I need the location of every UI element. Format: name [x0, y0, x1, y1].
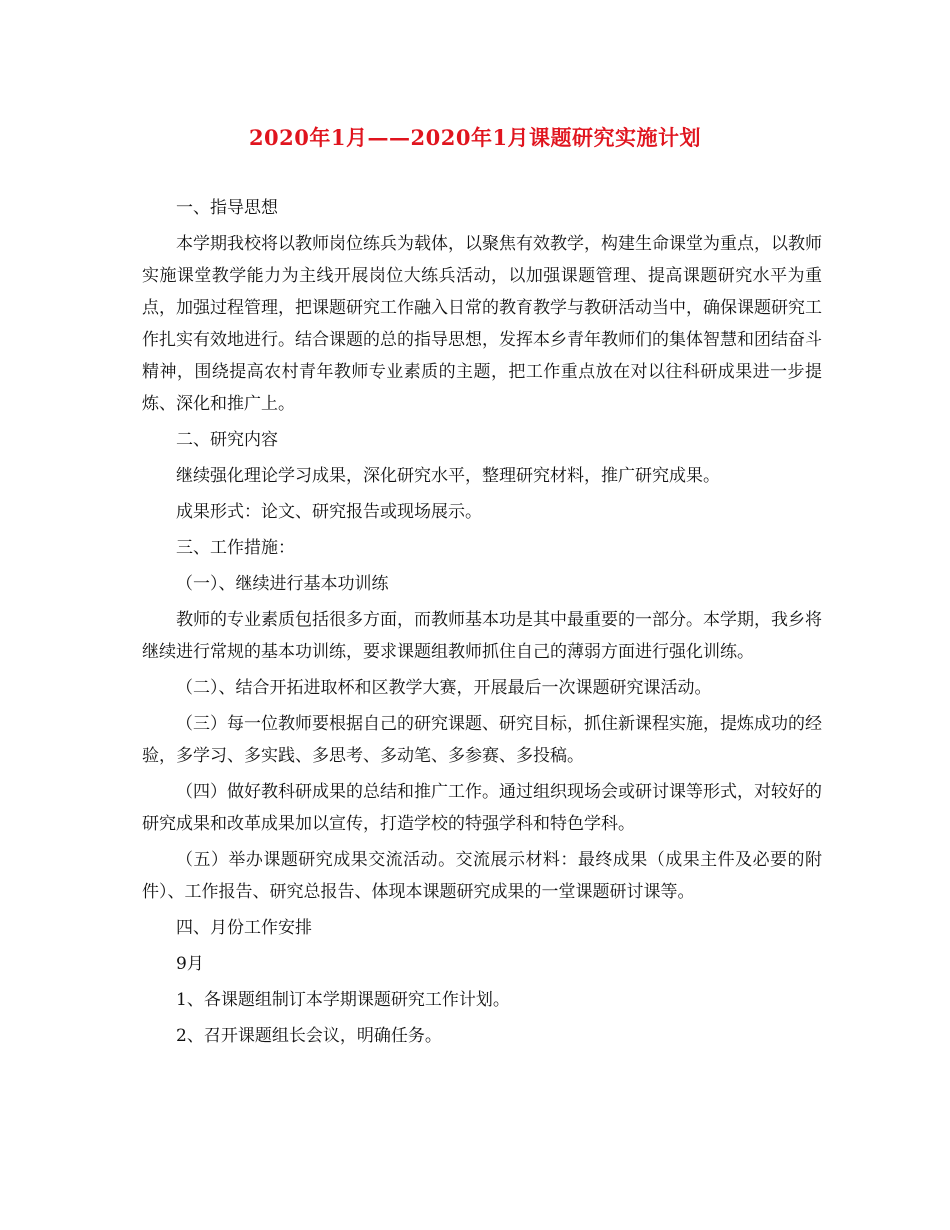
section-heading-work-measures: 三、工作措施： — [176, 538, 295, 558]
section-heading-research-content: 二、研究内容 — [176, 430, 278, 450]
paragraph-result-forms: 成果形式：论文、研究报告或现场展示。 — [176, 502, 482, 522]
document-body — [142, 192, 822, 1056]
measure-1-heading: （一）、继续进行基本功训练 — [176, 574, 389, 594]
measure-1-paragraph: 教师的专业素质包括很多方面，而教师基本功是其中最重要的一部分。本学期，我乡将继续进行常规的基本功训练，要求课题组教师抓住自己的薄弱方面进行强化训练。 — [142, 610, 822, 662]
measure-4-paragraph: （四）做好教科研成果的总结和推广工作。通过组织现场会或研讨课等形式，对较好的研究成果和改革成果加以宣传，打造学校的特强学科和特色学科。 — [142, 782, 822, 834]
schedule-item-1: 1、各课题组制订本学期课题研究工作计划。 — [176, 990, 510, 1010]
schedule-item-2: 2、召开课题组长会议，明确任务。 — [176, 1026, 442, 1046]
measure-2-paragraph: （二）、结合开拓进取杯和区教学大赛，开展最后一次课题研究课活动。 — [176, 678, 712, 698]
measure-5-paragraph: （五）举办课题研究成果交流活动。交流展示材料：最终成果（成果主件及必要的附件）、工作报告、研究总报告、体现本课题研究成果的一堂课题研讨课等。 — [142, 850, 822, 902]
measure-3-paragraph: （三）每一位教师要根据自己的研究课题、研究目标，抓住新课程实施，提炼成功的经验，多学习、多实践、多思考、多动笔、多参赛、多投稿。 — [142, 714, 822, 766]
section-heading-monthly-schedule: 四、月份工作安排 — [176, 918, 312, 938]
section-heading-guiding-ideology: 一、指导思想 — [176, 198, 278, 218]
document-title: 2020年1月——2020年1月课题研究实施计划 — [248, 125, 702, 150]
paragraph-research-content: 继续强化理论学习成果，深化研究水平，整理研究材料，推广研究成果。 — [176, 466, 720, 486]
month-label: 9月 — [176, 954, 204, 974]
paragraph-guiding-ideology: 本学期我校将以教师岗位练兵为载体，以聚焦有效教学，构建生命课堂为重点，以教师实施课堂教学能力为主线开展岗位大练兵活动，以加强课题管理、提高课题研究水平为重点，加强过程管理，把课题研究工作融入日常的教育教学与教研活动当中，确保课题研究工作扎实有效地进行。结合课题的总的指导思想，发挥本乡青年教师们的集体智慧和团结奋斗精神，围绕提高农村青年教师专业素质的主题，把工作重点放在对以往科研成果进一步提炼、深化和推广上。 — [142, 234, 822, 414]
